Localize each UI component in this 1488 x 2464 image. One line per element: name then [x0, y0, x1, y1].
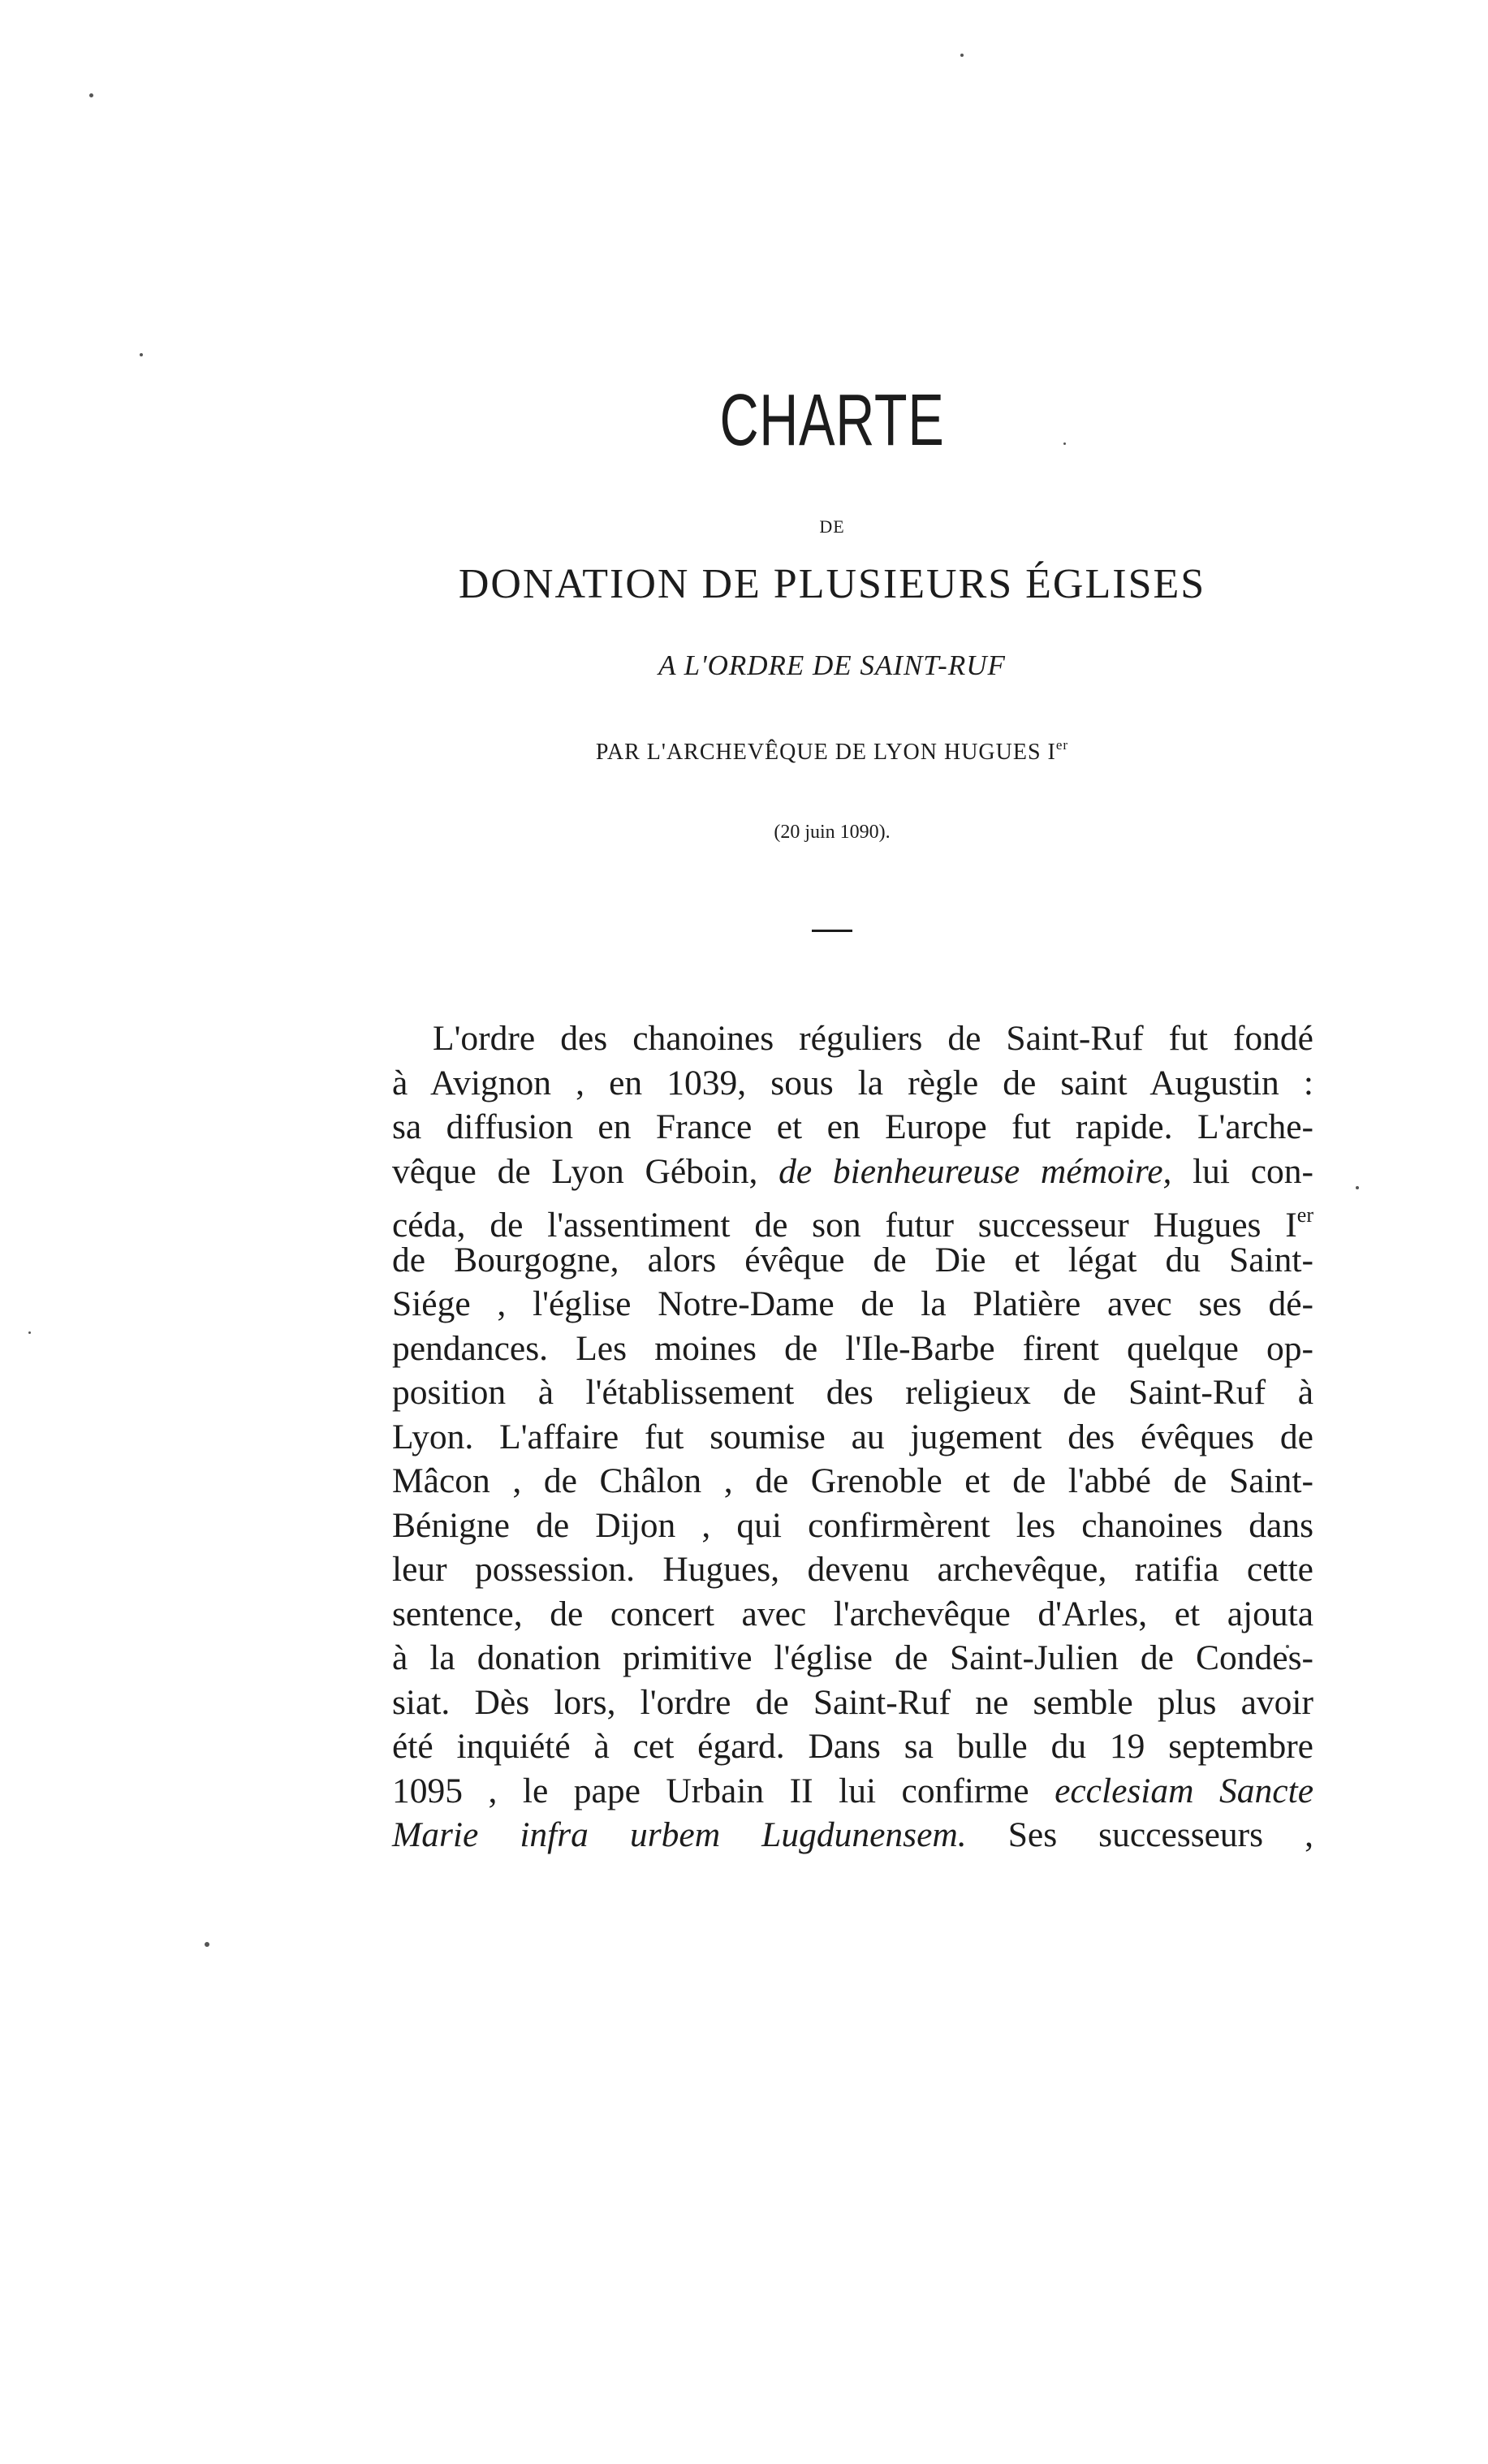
text-line: à la donation primitive l'église de Saint-Julien de Condes- — [392, 1638, 1313, 1677]
scan-speck — [960, 54, 964, 57]
text-line: Lyon. L'affaire fut soumise au jugement des évêques de — [392, 1417, 1313, 1456]
text-line: siat. Dès lors, l'ordre de Saint-Ruf ne semble plus avoir — [392, 1682, 1313, 1722]
text-segment: 1095 , le pape Urbain II lui confirme — [392, 1771, 1029, 1810]
text-line: Bénigne de Dijon , qui confirmèrent les chanoines dans — [392, 1505, 1313, 1545]
text-line: Siége , l'église Notre-Dame de la Platière avec ses dé- — [392, 1284, 1313, 1323]
text-line: Mâcon , de Châlon , de Grenoble et de l'abbé de Saint- — [392, 1461, 1313, 1500]
text-line — [392, 1813, 1313, 1858]
scan-speck — [89, 93, 93, 97]
text-line: position à l'établissement des religieux de Saint-Ruf à — [392, 1373, 1313, 1412]
superscript: er — [1296, 1203, 1313, 1227]
text-line — [392, 1769, 1313, 1814]
scan-speck — [28, 1331, 31, 1334]
italic-phrase: Marie infra urbem Lugdunensem. — [392, 1815, 967, 1854]
text-line: leur possession. Hugues, devenu archevêque, ratifia cette — [392, 1550, 1313, 1589]
text-line: de Bourgogne, alors évêque de Die et légat du Saint- — [392, 1240, 1313, 1279]
text-segment: céda, de l'assentiment de son futur successeur Hugues I — [392, 1206, 1297, 1245]
text-line — [392, 1150, 1313, 1194]
byline-superscript: er — [1055, 737, 1069, 753]
text-line: pendances. Les moines de l'Ile-Barbe firent quelque op- — [392, 1328, 1313, 1368]
text-line — [392, 1193, 1313, 1245]
main-heading: DONATION DE PLUSIEURS ÉGLISES — [458, 561, 1206, 607]
text-segment: lui con- — [1193, 1151, 1314, 1191]
text-line: été inquiété à cet égard. Dans sa bulle du 19 septembre — [392, 1727, 1313, 1766]
text-line: à Avignon , en 1039, sous la règle de saint Augustin : — [392, 1063, 1313, 1103]
scan-speck — [140, 353, 143, 356]
text-segment: Ses successeurs , — [1007, 1815, 1313, 1854]
text-segment: vêque de Lyon Géboin, — [392, 1151, 758, 1191]
sub-heading: A L'ORDRE DE SAINT-RUF — [658, 649, 1006, 681]
charter-date: (20 juin 1090). — [774, 822, 891, 843]
text-line: sa diffusion en France et en Europe fut rapide. L'arche- — [392, 1107, 1313, 1146]
scan-speck — [205, 1942, 209, 1947]
body-paragraph — [392, 1016, 1313, 1858]
text-line: L'ordre des chanoines réguliers de Saint-Ruf fut fondé — [433, 1019, 1313, 1058]
scan-speck — [1356, 1186, 1359, 1189]
italic-phrase: ecclesiam Sancte — [1055, 1771, 1314, 1810]
italic-phrase: de bienheureuse mémoire, — [779, 1151, 1172, 1191]
title-connector: DE — [819, 516, 845, 537]
byline-text: PAR L'ARCHEVÊQUE DE LYON HUGUES I — [595, 740, 1056, 765]
text-line: sentence, de concert avec l'archevêque d'Arles, et ajouta — [392, 1594, 1313, 1633]
byline — [0, 737, 1488, 766]
section-divider — [812, 930, 852, 932]
document-title: CHARTE — [719, 380, 945, 461]
